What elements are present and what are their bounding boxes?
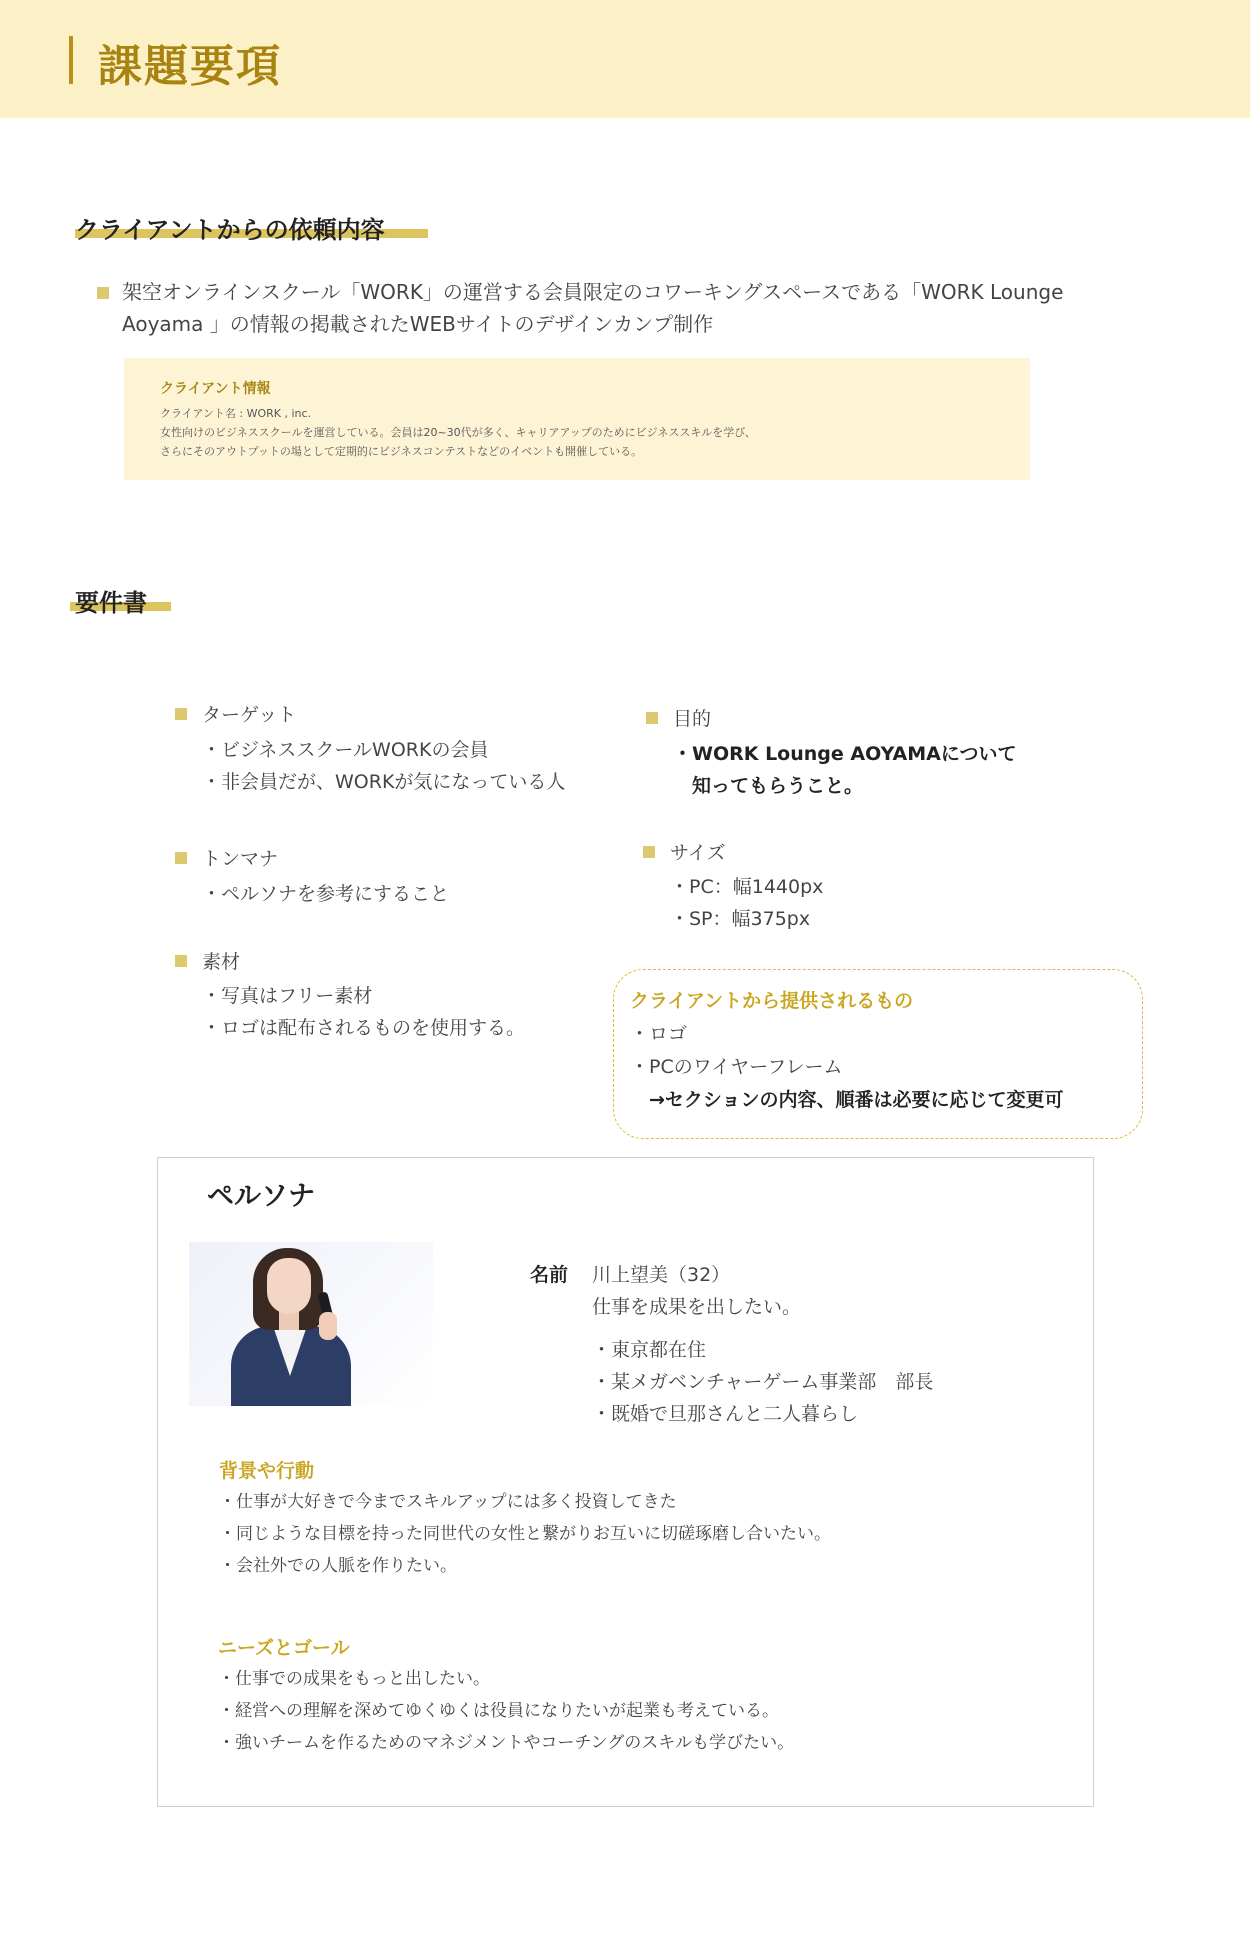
list-item: ・仕事が大好きで今までスキルアップには多く投資してきた <box>219 1492 677 1512</box>
list-item: ・既婚で旦那さんと二人暮らし <box>592 1403 859 1425</box>
persona-summary: 仕事を成果を出したい。 <box>592 1296 802 1318</box>
list-item: 知ってもらうこと。 <box>673 775 864 797</box>
list-item: ・ロゴは配布されるものを使用する。 <box>202 1017 526 1039</box>
client-info-line: さらにそのアウトプットの場として定期的にビジネスコンテストなどのイベントも開催している。 <box>160 445 643 458</box>
client-info-box <box>124 358 1030 480</box>
persona-facts <box>592 1334 933 1430</box>
client-info-lines <box>160 404 1020 461</box>
size-items <box>670 871 823 935</box>
list-item: ・仕事での成果をもっと出したい。 <box>218 1669 490 1689</box>
background-items <box>219 1486 831 1582</box>
square-bullet-icon <box>175 955 187 967</box>
provided-by-client-box <box>613 969 1143 1139</box>
photo-hand-shape <box>319 1312 337 1340</box>
request-description: 架空オンラインスクール「WORK」の運営する会員限定のコワーキングスペースである「WORK Lounge Aoyama 」の情報の掲載されたWEBサイトのデザインカンプ制作 <box>122 280 1064 336</box>
square-bullet-icon <box>643 846 655 858</box>
persona-title: ペルソナ <box>207 1181 315 1212</box>
provided-title: クライアントから提供されるもの <box>630 990 914 1012</box>
page-title: 課題要項 <box>98 41 282 92</box>
list-item: ・某メガベンチャーゲーム事業部 部長 <box>592 1371 934 1393</box>
list-item: ・WORK Lounge AOYAMAについて <box>673 743 1017 765</box>
list-item: ・強いチームを作るためのマネジメントやコーチングのスキルも学びたい。 <box>218 1733 795 1753</box>
list-item: ・PCのワイヤーフレーム <box>630 1056 843 1078</box>
size-label: サイズ <box>670 842 726 864</box>
square-bullet-icon <box>175 852 187 864</box>
list-item: ・ペルソナを参考にすること <box>202 883 450 905</box>
persona-photo <box>189 1242 433 1406</box>
material-label: 素材 <box>202 951 241 973</box>
persona-name: 川上望美（32） <box>592 1264 731 1286</box>
list-item: ・東京都在住 <box>592 1339 707 1361</box>
target-items <box>202 734 565 798</box>
list-item: ・会社外での人脈を作りたい。 <box>219 1556 457 1576</box>
needs-items <box>218 1663 794 1759</box>
square-bullet-icon <box>97 287 109 299</box>
tone-label: トンマナ <box>202 848 279 870</box>
list-item: ・経営への理解を深めてゆくゆくは役員になりたいが起業も考えている。 <box>218 1701 779 1721</box>
client-info-line: クライアント名 : WORK , inc. <box>160 407 312 420</box>
photo-face-shape <box>267 1258 311 1314</box>
list-item: ・非会員だが、WORKが気になっている人 <box>202 771 566 793</box>
needs-heading: ニーズとゴール <box>218 1637 350 1659</box>
client-info-title: クライアント情報 <box>160 381 271 397</box>
list-item: ・同じような目標を持った同世代の女性と繋がりお互いに切磋琢磨し合いたい。 <box>219 1524 831 1544</box>
provided-note: →セクションの内容、順番は必要に応じて変更可 <box>630 1089 1064 1111</box>
list-item: ・PC：幅1440px <box>670 876 824 898</box>
material-items <box>202 980 525 1044</box>
header-accent-bar <box>69 36 73 84</box>
page-header <box>0 0 1250 118</box>
client-info-line: 女性向けのビジネススクールを運営している。会員は20~30代が多く、キャリアアップのためにビジネススキルを学び、 <box>160 426 756 439</box>
target-label: ターゲット <box>202 704 297 726</box>
request-heading: クライアントからの依頼内容 <box>75 216 385 244</box>
list-item: ・ロゴ <box>630 1023 688 1045</box>
square-bullet-icon <box>646 712 658 724</box>
list-item: ・SP：幅375px <box>670 908 811 930</box>
persona-name-label: 名前 <box>530 1264 569 1286</box>
purpose-items <box>673 738 1016 802</box>
list-item: ・写真はフリー素材 <box>202 985 373 1007</box>
square-bullet-icon <box>175 708 187 720</box>
requirements-heading: 要件書 <box>75 589 147 617</box>
purpose-label: 目的 <box>673 708 712 730</box>
tone-items <box>202 878 449 910</box>
provided-items <box>630 1018 1064 1117</box>
list-item: ・ビジネススクールWORKの会員 <box>202 739 489 761</box>
background-heading: 背景や行動 <box>219 1460 315 1482</box>
persona-card <box>157 1157 1094 1807</box>
